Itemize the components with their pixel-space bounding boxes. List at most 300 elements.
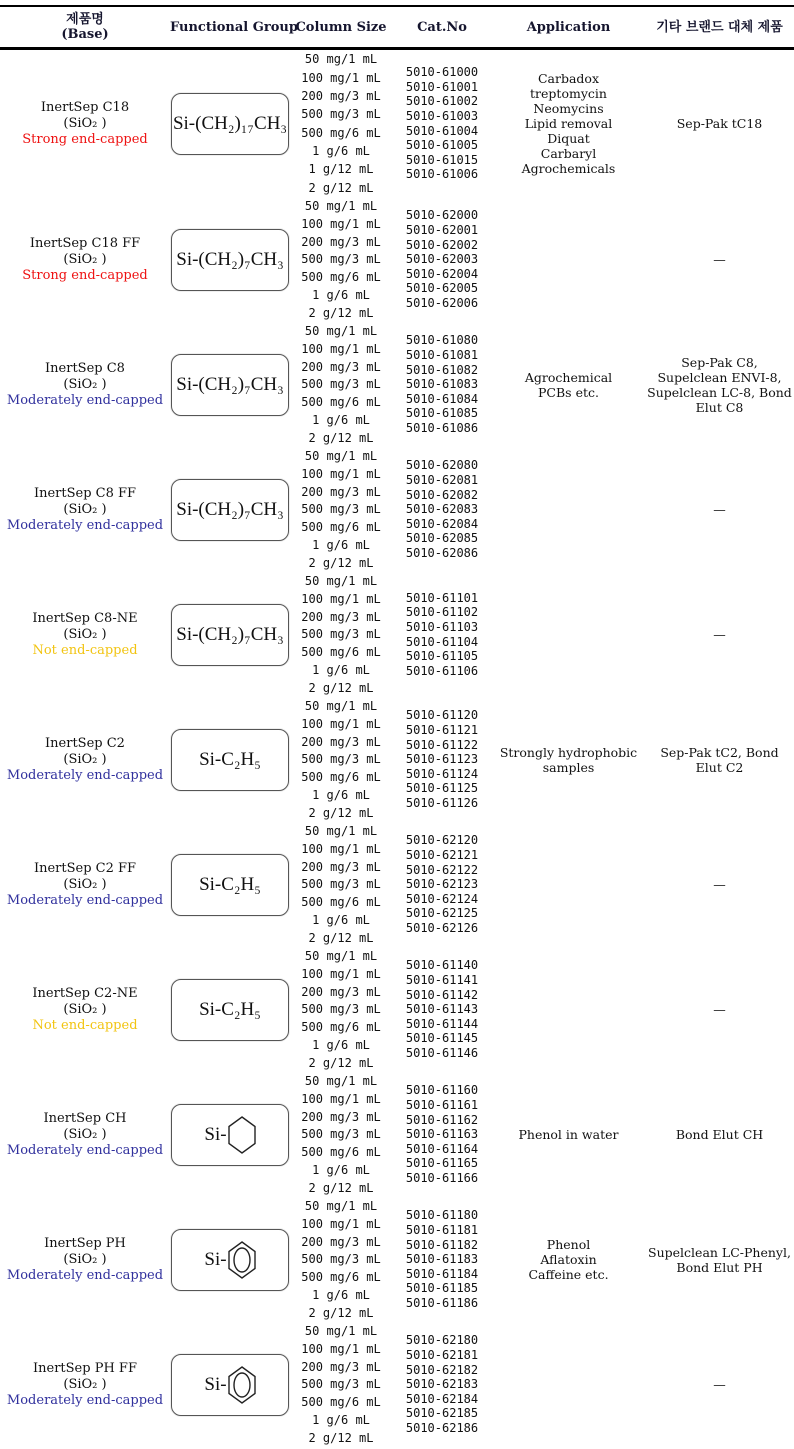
formula-text: Si-(CH₂)₇CH₃ bbox=[176, 623, 284, 645]
size-item: 2 g/12 mL bbox=[308, 180, 374, 195]
application-cell bbox=[492, 1322, 645, 1447]
product-name: InertSep C18 bbox=[40, 99, 130, 115]
catno-item: 5010-62003 bbox=[405, 252, 479, 267]
alt-brand-text: Bond Elut CH bbox=[675, 1127, 764, 1142]
catno-item: 5010-61185 bbox=[405, 1281, 479, 1296]
formula-text: Si- bbox=[204, 1373, 227, 1395]
size-item: 200 mg/3 mL bbox=[301, 984, 381, 999]
catno-item: 5010-61161 bbox=[405, 1098, 479, 1113]
product-name: InertSep C8 bbox=[45, 360, 125, 376]
functional-group-box bbox=[171, 354, 289, 416]
size-item: 100 mg/1 mL bbox=[301, 1091, 381, 1106]
header-product-line2: (Base) bbox=[61, 27, 109, 42]
size-item: 500 mg/3 mL bbox=[301, 107, 381, 122]
functional-group-cell bbox=[170, 1322, 290, 1447]
alt-brand-text: — bbox=[713, 1377, 726, 1392]
size-item: 50 mg/1 mL bbox=[304, 823, 378, 838]
product-capping: Moderately end-capped bbox=[6, 1267, 164, 1283]
catno-item: 5010-61146 bbox=[405, 1045, 479, 1060]
catno-item: 5010-61164 bbox=[405, 1141, 479, 1156]
size-item: 500 mg/3 mL bbox=[301, 1252, 381, 1267]
functional-group-box bbox=[171, 604, 289, 666]
size-item: 50 mg/1 mL bbox=[304, 1323, 378, 1338]
formula-text: Si- bbox=[204, 1248, 227, 1270]
application-line: Phenol in water bbox=[518, 1127, 619, 1142]
size-item: 500 mg/6 mL bbox=[301, 645, 381, 660]
size-item: 500 mg/3 mL bbox=[301, 1002, 381, 1017]
alt-brand-text: — bbox=[713, 502, 726, 517]
functional-group-box bbox=[171, 229, 289, 291]
size-item: 200 mg/3 mL bbox=[301, 88, 381, 103]
size-item: 500 mg/3 mL bbox=[301, 877, 381, 892]
application-cell bbox=[492, 1072, 645, 1197]
size-item: 50 mg/1 mL bbox=[304, 52, 378, 67]
size-item: 100 mg/1 mL bbox=[301, 216, 381, 231]
catno-cell bbox=[392, 822, 492, 947]
size-item: 100 mg/1 mL bbox=[301, 841, 381, 856]
catno-item: 5010-62005 bbox=[405, 281, 479, 296]
header-application: Application bbox=[526, 19, 611, 35]
size-item: 50 mg/1 mL bbox=[304, 448, 378, 463]
functional-group-cell bbox=[170, 447, 290, 572]
product-base: (SiO₂ ) bbox=[63, 751, 107, 767]
product-base: (SiO₂ ) bbox=[63, 1376, 107, 1392]
alt-brand-cell bbox=[645, 322, 794, 447]
product-cell bbox=[0, 447, 170, 572]
product-name: InertSep C8 FF bbox=[33, 485, 137, 501]
catno-list bbox=[406, 833, 478, 935]
table-row bbox=[0, 572, 794, 697]
column-size-cell bbox=[290, 1320, 392, 1449]
catno-list bbox=[406, 333, 478, 435]
size-item: 500 mg/3 mL bbox=[301, 1127, 381, 1142]
catno-item: 5010-61126 bbox=[405, 795, 479, 810]
product-capping: Moderately end-capped bbox=[6, 767, 164, 783]
formula-text: Si-(CH₂)₁₇CH₃ bbox=[172, 112, 288, 134]
catno-item: 5010-61004 bbox=[405, 123, 479, 138]
size-item: 500 mg/3 mL bbox=[301, 752, 381, 767]
catno-item: 5010-61082 bbox=[405, 362, 479, 377]
size-item: 500 mg/3 mL bbox=[301, 377, 381, 392]
size-item: 200 mg/3 mL bbox=[301, 609, 381, 624]
functional-group-cell bbox=[170, 572, 290, 697]
alt-brand-text: Sep-Pak C8, Supelclean ENVI-8, Supelclean LC-8, Bond Elut C8 bbox=[647, 354, 792, 415]
product-cell bbox=[0, 197, 170, 322]
catno-item: 5010-62083 bbox=[405, 502, 479, 517]
product-name: InertSep PH FF bbox=[33, 1360, 137, 1376]
application-line: PCBs etc. bbox=[538, 384, 599, 400]
catno-item: 5010-61125 bbox=[405, 781, 479, 796]
column-size-cell bbox=[290, 320, 392, 449]
catno-item: 5010-62082 bbox=[405, 487, 479, 502]
catno-item: 5010-61120 bbox=[405, 708, 479, 723]
size-item: 500 mg/6 mL bbox=[301, 895, 381, 910]
catno-list bbox=[406, 1333, 478, 1435]
alt-brand-cell bbox=[645, 1072, 794, 1197]
functional-group-box bbox=[171, 93, 289, 155]
formula-text: Si-(CH₂)₇CH₃ bbox=[176, 373, 284, 395]
column-size-cell bbox=[290, 570, 392, 699]
product-name: InertSep C18 FF bbox=[29, 235, 141, 251]
catno-item: 5010-61001 bbox=[405, 79, 479, 94]
size-item: 50 mg/1 mL bbox=[304, 1198, 378, 1213]
functional-group-cell bbox=[170, 322, 290, 447]
alt-brand-cell bbox=[645, 572, 794, 697]
catno-item: 5010-62004 bbox=[405, 266, 479, 281]
table-row bbox=[0, 1197, 794, 1322]
column-size-cell bbox=[290, 1070, 392, 1199]
size-item: 100 mg/1 mL bbox=[301, 966, 381, 981]
size-item: 200 mg/3 mL bbox=[301, 859, 381, 874]
size-item: 2 g/12 mL bbox=[308, 555, 374, 570]
product-cell bbox=[0, 947, 170, 1072]
product-name: InertSep PH bbox=[44, 1235, 126, 1251]
product-capping: Moderately end-capped bbox=[6, 1392, 164, 1408]
phenyl-ring-icon bbox=[228, 1241, 256, 1279]
catno-item: 5010-61186 bbox=[405, 1295, 479, 1310]
size-item: 2 g/12 mL bbox=[308, 680, 374, 695]
application-cell bbox=[492, 1197, 645, 1322]
table-header bbox=[0, 5, 794, 50]
catno-list bbox=[406, 591, 478, 679]
application-cell bbox=[492, 697, 645, 822]
alt-brand-cell bbox=[645, 697, 794, 822]
catno-item: 5010-62185 bbox=[405, 1406, 479, 1421]
product-name: InertSep C2 bbox=[45, 735, 125, 751]
functional-group-cell bbox=[170, 50, 290, 197]
catno-item: 5010-61144 bbox=[405, 1016, 479, 1031]
size-item: 500 mg/6 mL bbox=[301, 1270, 381, 1285]
size-item: 1 g/6 mL bbox=[312, 788, 370, 803]
catno-item: 5010-62182 bbox=[405, 1362, 479, 1377]
catno-cell bbox=[392, 322, 492, 447]
product-base: (SiO₂ ) bbox=[63, 876, 107, 892]
product-cell bbox=[0, 1322, 170, 1447]
product-base: (SiO₂ ) bbox=[63, 251, 107, 267]
catno-item: 5010-61166 bbox=[405, 1170, 479, 1185]
size-item: 1 g/6 mL bbox=[312, 1413, 370, 1428]
table-row bbox=[0, 822, 794, 947]
application-cell bbox=[492, 322, 645, 447]
product-name: InertSep C8-NE bbox=[32, 610, 138, 626]
catno-item: 5010-62001 bbox=[405, 223, 479, 238]
product-cell bbox=[0, 1072, 170, 1197]
catno-item: 5010-62184 bbox=[405, 1391, 479, 1406]
table-row bbox=[0, 447, 794, 572]
catno-cell bbox=[392, 50, 492, 197]
size-item: 500 mg/6 mL bbox=[301, 270, 381, 285]
application-cell bbox=[492, 50, 645, 197]
product-cell bbox=[0, 697, 170, 822]
column-size-cell bbox=[290, 820, 392, 949]
size-item: 500 mg/3 mL bbox=[301, 252, 381, 267]
header-column-size: Column Size bbox=[295, 19, 387, 35]
product-capping: Not end-capped bbox=[32, 642, 138, 658]
catno-item: 5010-62081 bbox=[405, 473, 479, 488]
column-size-cell bbox=[290, 1195, 392, 1324]
size-item: 50 mg/1 mL bbox=[304, 1073, 378, 1088]
size-item: 500 mg/6 mL bbox=[301, 125, 381, 140]
alt-brand-text: Sep-Pak tC2, Bond Elut C2 bbox=[660, 744, 779, 775]
size-item: 1 g/6 mL bbox=[312, 144, 370, 159]
catno-item: 5010-62080 bbox=[405, 458, 479, 473]
catno-item: 5010-62181 bbox=[405, 1348, 479, 1363]
catno-item: 5010-62120 bbox=[405, 833, 479, 848]
alt-brand-text: Supelclean LC-Phenyl, Bond Elut PH bbox=[648, 1244, 791, 1275]
size-item: 100 mg/1 mL bbox=[301, 341, 381, 356]
formula-text: Si-(CH₂)₇CH₃ bbox=[176, 248, 284, 270]
functional-group-box bbox=[171, 1354, 289, 1416]
catno-item: 5010-62084 bbox=[405, 516, 479, 531]
catno-list bbox=[406, 65, 478, 182]
size-item: 500 mg/6 mL bbox=[301, 395, 381, 410]
size-item: 50 mg/1 mL bbox=[304, 198, 378, 213]
size-item: 1 g/12 mL bbox=[308, 162, 374, 177]
catno-item: 5010-61122 bbox=[405, 737, 479, 752]
size-item: 200 mg/3 mL bbox=[301, 484, 381, 499]
functional-group-box bbox=[171, 729, 289, 791]
alt-brand-cell bbox=[645, 50, 794, 197]
alt-brand-cell bbox=[645, 1322, 794, 1447]
catno-item: 5010-62123 bbox=[405, 877, 479, 892]
size-item: 100 mg/1 mL bbox=[301, 1216, 381, 1231]
catno-item: 5010-62121 bbox=[405, 848, 479, 863]
catno-item: 5010-61083 bbox=[405, 377, 479, 392]
catno-cell bbox=[392, 1322, 492, 1447]
size-item: 500 mg/6 mL bbox=[301, 1145, 381, 1160]
size-item: 2 g/12 mL bbox=[308, 430, 374, 445]
application-line: Diquat bbox=[547, 131, 590, 146]
catno-item: 5010-61080 bbox=[405, 333, 479, 348]
catno-item: 5010-61085 bbox=[405, 406, 479, 421]
table-row bbox=[0, 322, 794, 447]
product-cell bbox=[0, 1197, 170, 1322]
application-line: Lipid removal bbox=[524, 116, 613, 131]
product-base: (SiO₂ ) bbox=[63, 501, 107, 517]
functional-group-box bbox=[171, 1104, 289, 1166]
size-item: 500 mg/6 mL bbox=[301, 770, 381, 785]
application-line: samples bbox=[542, 759, 595, 775]
size-item: 100 mg/1 mL bbox=[301, 466, 381, 481]
functional-group-cell bbox=[170, 697, 290, 822]
alt-brand-text: Sep-Pak tC18 bbox=[676, 116, 763, 131]
column-size-cell bbox=[290, 195, 392, 324]
product-capping: Moderately end-capped bbox=[6, 892, 164, 908]
catno-list bbox=[406, 958, 478, 1060]
size-item: 1 g/6 mL bbox=[312, 1288, 370, 1303]
size-item: 50 mg/1 mL bbox=[304, 698, 378, 713]
product-capping: Moderately end-capped bbox=[6, 517, 164, 533]
product-name: InertSep C2 FF bbox=[33, 860, 137, 876]
column-size-cell bbox=[290, 945, 392, 1074]
catno-item: 5010-61101 bbox=[405, 590, 479, 605]
catno-item: 5010-61145 bbox=[405, 1031, 479, 1046]
catno-item: 5010-61184 bbox=[405, 1266, 479, 1281]
size-item: 2 g/12 mL bbox=[308, 930, 374, 945]
catno-item: 5010-62125 bbox=[405, 906, 479, 921]
table-row bbox=[0, 1072, 794, 1197]
catno-item: 5010-61003 bbox=[405, 108, 479, 123]
catno-item: 5010-61140 bbox=[405, 958, 479, 973]
catno-list bbox=[406, 1083, 478, 1185]
size-item: 100 mg/1 mL bbox=[301, 1341, 381, 1356]
formula-text: Si-(CH₂)₇CH₃ bbox=[176, 498, 284, 520]
alt-brand-text: — bbox=[713, 877, 726, 892]
header-alt-brand: 기타 브랜드 대체 제품 bbox=[656, 19, 783, 35]
formula-text: Si-C₂H₅ bbox=[199, 873, 261, 895]
product-cell bbox=[0, 322, 170, 447]
size-item: 500 mg/6 mL bbox=[301, 520, 381, 535]
catno-item: 5010-62086 bbox=[405, 545, 479, 560]
catno-item: 5010-61160 bbox=[405, 1083, 479, 1098]
size-item: 200 mg/3 mL bbox=[301, 1234, 381, 1249]
catno-cell bbox=[392, 697, 492, 822]
catno-cell bbox=[392, 947, 492, 1072]
catno-item: 5010-61102 bbox=[405, 605, 479, 620]
application-line: Carbaryl bbox=[540, 146, 597, 161]
size-item: 1 g/6 mL bbox=[312, 538, 370, 553]
size-item: 50 mg/1 mL bbox=[304, 323, 378, 338]
size-item: 100 mg/1 mL bbox=[301, 716, 381, 731]
application-line: Caffeine etc. bbox=[528, 1267, 609, 1282]
catno-cell bbox=[392, 1072, 492, 1197]
catno-item: 5010-61181 bbox=[405, 1223, 479, 1238]
functional-group-box bbox=[171, 1229, 289, 1291]
size-item: 2 g/12 mL bbox=[308, 805, 374, 820]
catno-item: 5010-61103 bbox=[405, 619, 479, 634]
catno-item: 5010-61141 bbox=[405, 973, 479, 988]
size-item: 1 g/6 mL bbox=[312, 663, 370, 678]
size-item: 200 mg/3 mL bbox=[301, 234, 381, 249]
product-base: (SiO₂ ) bbox=[63, 1251, 107, 1267]
size-item: 200 mg/3 mL bbox=[301, 734, 381, 749]
size-item: 500 mg/3 mL bbox=[301, 502, 381, 517]
catno-item: 5010-61121 bbox=[405, 723, 479, 738]
catno-item: 5010-62085 bbox=[405, 531, 479, 546]
product-name: InertSep CH bbox=[43, 1110, 127, 1126]
size-item: 1 g/6 mL bbox=[312, 413, 370, 428]
functional-group-box bbox=[171, 854, 289, 916]
phenyl-ring-icon bbox=[228, 1366, 256, 1404]
product-base: (SiO₂ ) bbox=[63, 376, 107, 392]
table-body bbox=[0, 50, 794, 1447]
application-cell bbox=[492, 822, 645, 947]
application-line: Agrochemical bbox=[524, 369, 613, 385]
catno-item: 5010-61165 bbox=[405, 1156, 479, 1171]
alt-brand-cell bbox=[645, 947, 794, 1072]
product-capping: Moderately end-capped bbox=[6, 1142, 164, 1158]
catno-item: 5010-62000 bbox=[405, 208, 479, 223]
catno-item: 5010-62002 bbox=[405, 237, 479, 252]
product-cell bbox=[0, 50, 170, 197]
size-item: 1 g/6 mL bbox=[312, 913, 370, 928]
product-base: (SiO₂ ) bbox=[63, 1126, 107, 1142]
catno-item: 5010-61182 bbox=[405, 1237, 479, 1252]
size-item: 2 g/12 mL bbox=[308, 305, 374, 320]
alt-brand-text: — bbox=[713, 252, 726, 267]
catno-item: 5010-61005 bbox=[405, 138, 479, 153]
application-cell bbox=[492, 447, 645, 572]
functional-group-box bbox=[171, 479, 289, 541]
catno-item: 5010-61006 bbox=[405, 167, 479, 182]
table-row bbox=[0, 947, 794, 1072]
product-base: (SiO₂ ) bbox=[63, 1001, 107, 1017]
catno-item: 5010-61084 bbox=[405, 391, 479, 406]
size-item: 50 mg/1 mL bbox=[304, 948, 378, 963]
alt-brand-cell bbox=[645, 197, 794, 322]
table-row bbox=[0, 50, 794, 197]
catno-item: 5010-62124 bbox=[405, 891, 479, 906]
catno-item: 5010-62186 bbox=[405, 1420, 479, 1435]
product-cell bbox=[0, 822, 170, 947]
alt-brand-cell bbox=[645, 822, 794, 947]
size-item: 2 g/12 mL bbox=[308, 1305, 374, 1320]
catno-item: 5010-61086 bbox=[405, 420, 479, 435]
alt-brand-text: — bbox=[713, 1002, 726, 1017]
size-item: 500 mg/6 mL bbox=[301, 1020, 381, 1035]
functional-group-cell bbox=[170, 197, 290, 322]
product-capping: Strong end-capped bbox=[22, 131, 148, 147]
column-size-cell bbox=[290, 445, 392, 574]
application-line: Phenol bbox=[546, 1237, 591, 1252]
catno-item: 5010-61180 bbox=[405, 1208, 479, 1223]
catno-item: 5010-62180 bbox=[405, 1333, 479, 1348]
product-name: InertSep C2-NE bbox=[32, 985, 138, 1001]
application-line: Agrochemicals bbox=[521, 161, 616, 176]
functional-group-cell bbox=[170, 1197, 290, 1322]
catno-item: 5010-61081 bbox=[405, 348, 479, 363]
application-cell bbox=[492, 197, 645, 322]
size-item: 2 g/12 mL bbox=[308, 1180, 374, 1195]
size-item: 200 mg/3 mL bbox=[301, 359, 381, 374]
product-base: (SiO₂ ) bbox=[63, 115, 107, 131]
catno-item: 5010-61124 bbox=[405, 766, 479, 781]
catno-list bbox=[406, 208, 478, 310]
catno-item: 5010-61000 bbox=[405, 65, 479, 80]
catalog-page bbox=[0, 5, 794, 1447]
header-product-line1: 제품명 bbox=[66, 12, 104, 27]
product-cell bbox=[0, 572, 170, 697]
catno-item: 5010-61143 bbox=[405, 1002, 479, 1017]
size-item: 100 mg/1 mL bbox=[301, 591, 381, 606]
size-item: 1 g/6 mL bbox=[312, 1163, 370, 1178]
size-item: 2 g/12 mL bbox=[308, 1430, 374, 1445]
alt-brand-cell bbox=[645, 1197, 794, 1322]
catno-item: 5010-61104 bbox=[405, 634, 479, 649]
catno-list bbox=[406, 1208, 478, 1310]
catno-item: 5010-61163 bbox=[405, 1127, 479, 1142]
catno-item: 5010-62122 bbox=[405, 862, 479, 877]
application-line: Carbadox bbox=[537, 71, 600, 86]
application-cell bbox=[492, 572, 645, 697]
size-item: 100 mg/1 mL bbox=[301, 70, 381, 85]
alt-brand-cell bbox=[645, 447, 794, 572]
size-item: 200 mg/3 mL bbox=[301, 1109, 381, 1124]
catno-cell bbox=[392, 447, 492, 572]
application-line: treptomycin bbox=[530, 86, 607, 101]
catno-item: 5010-61015 bbox=[405, 152, 479, 167]
application-line: Aflatoxin bbox=[540, 1252, 597, 1267]
catno-item: 5010-61123 bbox=[405, 752, 479, 767]
size-item: 200 mg/3 mL bbox=[301, 1359, 381, 1374]
size-item: 500 mg/3 mL bbox=[301, 627, 381, 642]
cyclohexyl-ring-icon bbox=[228, 1116, 256, 1154]
catno-item: 5010-61142 bbox=[405, 987, 479, 1002]
formula-text: Si-C₂H₅ bbox=[199, 748, 261, 770]
header-product bbox=[0, 12, 170, 42]
formula-text: Si-C₂H₅ bbox=[199, 998, 261, 1020]
application-line: Strongly hydrophobic bbox=[499, 744, 638, 760]
